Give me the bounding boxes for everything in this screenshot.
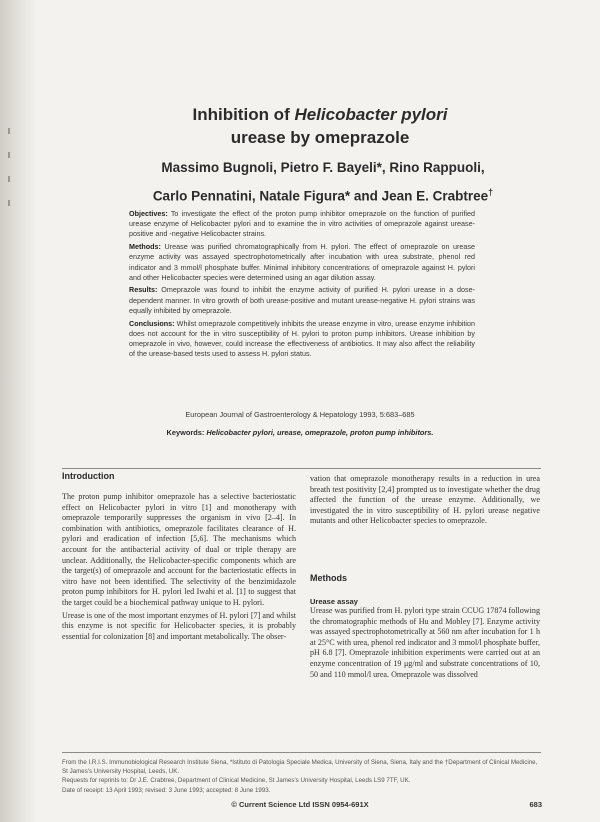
article-title	[120, 103, 520, 149]
authors-line2: Carlo Pennatini, Natale Figura* and Jean E. Crabtree	[152, 188, 489, 204]
section-divider-top	[62, 468, 541, 469]
abstract-objectives: Objectives: To investigate the effect of the proton pump inhibitor omeprazole on the function of purified urease enzyme of Helicobacter pylori and to examine the in vitro activities of omeprazole against urease-positive and -negative Helicobacter strains.	[129, 209, 475, 239]
title-organism: Helicobacter pylori	[294, 105, 448, 124]
keywords: Keywords: Helicobacter pylori, urease, omeprazole, proton pump inhibitors.	[166, 428, 434, 437]
urease-assay-subheading: Urease assay	[310, 597, 358, 606]
methods-column	[310, 606, 540, 682]
introduction-left-column	[62, 492, 296, 644]
abstract-methods: Methods: Urease was purified chromatographically from H. pylori. The effect of omeprazole on urease enzyme activity was assayed spectrophotometrically after incubation with urea substrate, phenol red indicator and 3 mmol/l phosphate buffer. Minimal inhibitory concentrations of omeprazole against H. pylori and other Helicobacter species were determined using an agar dilution assay.	[129, 242, 475, 282]
affiliations: From the I.R.I.S. Immunobiological Research Institute Siena, *Istituto di Patologia Speciale Medica, University of Siena, Siena, Italy and the †Department of Clinical Medicine, St James's University Hospital, Leeds, UK.	[62, 759, 538, 776]
abstract-conclusions: Conclusions: Whilst omeprazole competitively inhibits the urease enzyme in vitro, urease enzyme inhibition does not account for the in vitro susceptibility of H. pylori to proton pump inhibitors. Urease inhibition by omeprazole in vivo, however, could increase the effectiveness of antibiotics. It may also affect the reliability of the urease-based tests used to assess H. pylori status.	[129, 318, 475, 359]
section-divider-bottom	[62, 752, 541, 753]
margin-scan-marks	[4, 110, 18, 206]
methods-heading: Methods	[310, 573, 347, 583]
abstract	[129, 209, 475, 362]
title-line2: urease by omeprazole	[230, 128, 410, 147]
journal-citation: European Journal of Gastroenterology & Hepatology 1993, 5:683–685	[185, 410, 415, 419]
footer-notes	[62, 758, 541, 795]
copyright-line: © Current Science Ltd ISSN 0954-691X	[231, 800, 369, 809]
introduction-right-column	[310, 474, 540, 529]
receipt-dates: Date of receipt: 13 April 1993; revised: 3 June 1993; accepted: 8 June 1993.	[62, 786, 271, 794]
abstract-results: Results: Omeprazole was found to inhibit the enzyme activity of purified H. pylori urease in a dose-dependent manner. In vitro growth of both urease-positive and mutant urease-negative H. pylori strains was equally inhibited by omeprazole.	[129, 285, 476, 315]
introduction-heading: Introduction	[62, 471, 115, 481]
title-prefix: Inhibition of	[192, 105, 295, 124]
dagger-mark: †	[488, 187, 494, 197]
introduction-para-2: Urease is one of the most important enzymes of H. pylori [7] and whilst this enzyme is not specific for Helicobacter species, it is probably essential for colonization [8] and important metabolically. The obser-	[62, 610, 296, 641]
introduction-para-3: vation that omeprazole monotherapy results in a reduction in urea breath test positivity [2,4] prompted us to investigate whether the drug affected the function of the urease enzyme. Additionally, we investigated the in vitro susceptibility of H. pylori urease negative mutants and other Helicobacter species to omeprazole.	[310, 474, 540, 526]
methods-para-1: Urease was purified from H. pylori type strain CCUG 17874 following the chromatographic methods of Hu and Mobley [7]. Enzyme activity was assayed spectrophotometrically at 560 nm after incubation for 1 h at 25°C with urea, phenol red indicator and 3 mmol/l phosphate buffer, pH 6.8 [7]. Omeprazole inhibition experiments were carried out at an enzyme concentration of 19 μg/ml and substrate concentrations of 10, 50 and 110 mmol/l urea. Omeprazole was dissolved	[310, 606, 540, 679]
page-number: 683	[529, 800, 542, 809]
introduction-para-1: The proton pump inhibitor omeprazole has a selective bacteriostatic effect on Helicobacter pylori in vitro [1] and monotherapy with omeprazole temporarily suppresses the organism in vivo [2–4]. In combination with antibiotics, omeprazole facilitates clearance of H. pylori and eradication of infection [5,6]. The mechanisms which account for the antibacterial activity of dual or triple therapy are unclear. Additionally, the Helicobacter-specific components which are the target(s) of omeprazole and account for the bacteriostatic effects in vitro have not been identified. The selectivity of the benzimidazole proton pump inhibitors for H. pylori led Iwahi et al. [1] to suggest that the target could be a biochemical pathway unique to H. pylori.	[62, 492, 296, 607]
reprint-requests: Requests for reprints to: Dr J.E. Crabtree, Department of Clinical Medicine, St James's University Hospital, Leeds LS9 7TF, UK.	[62, 777, 411, 785]
author-list	[108, 155, 538, 209]
authors-line1: Massimo Bugnoli, Pietro F. Bayeli*, Rino Rappuoli,	[161, 160, 485, 175]
